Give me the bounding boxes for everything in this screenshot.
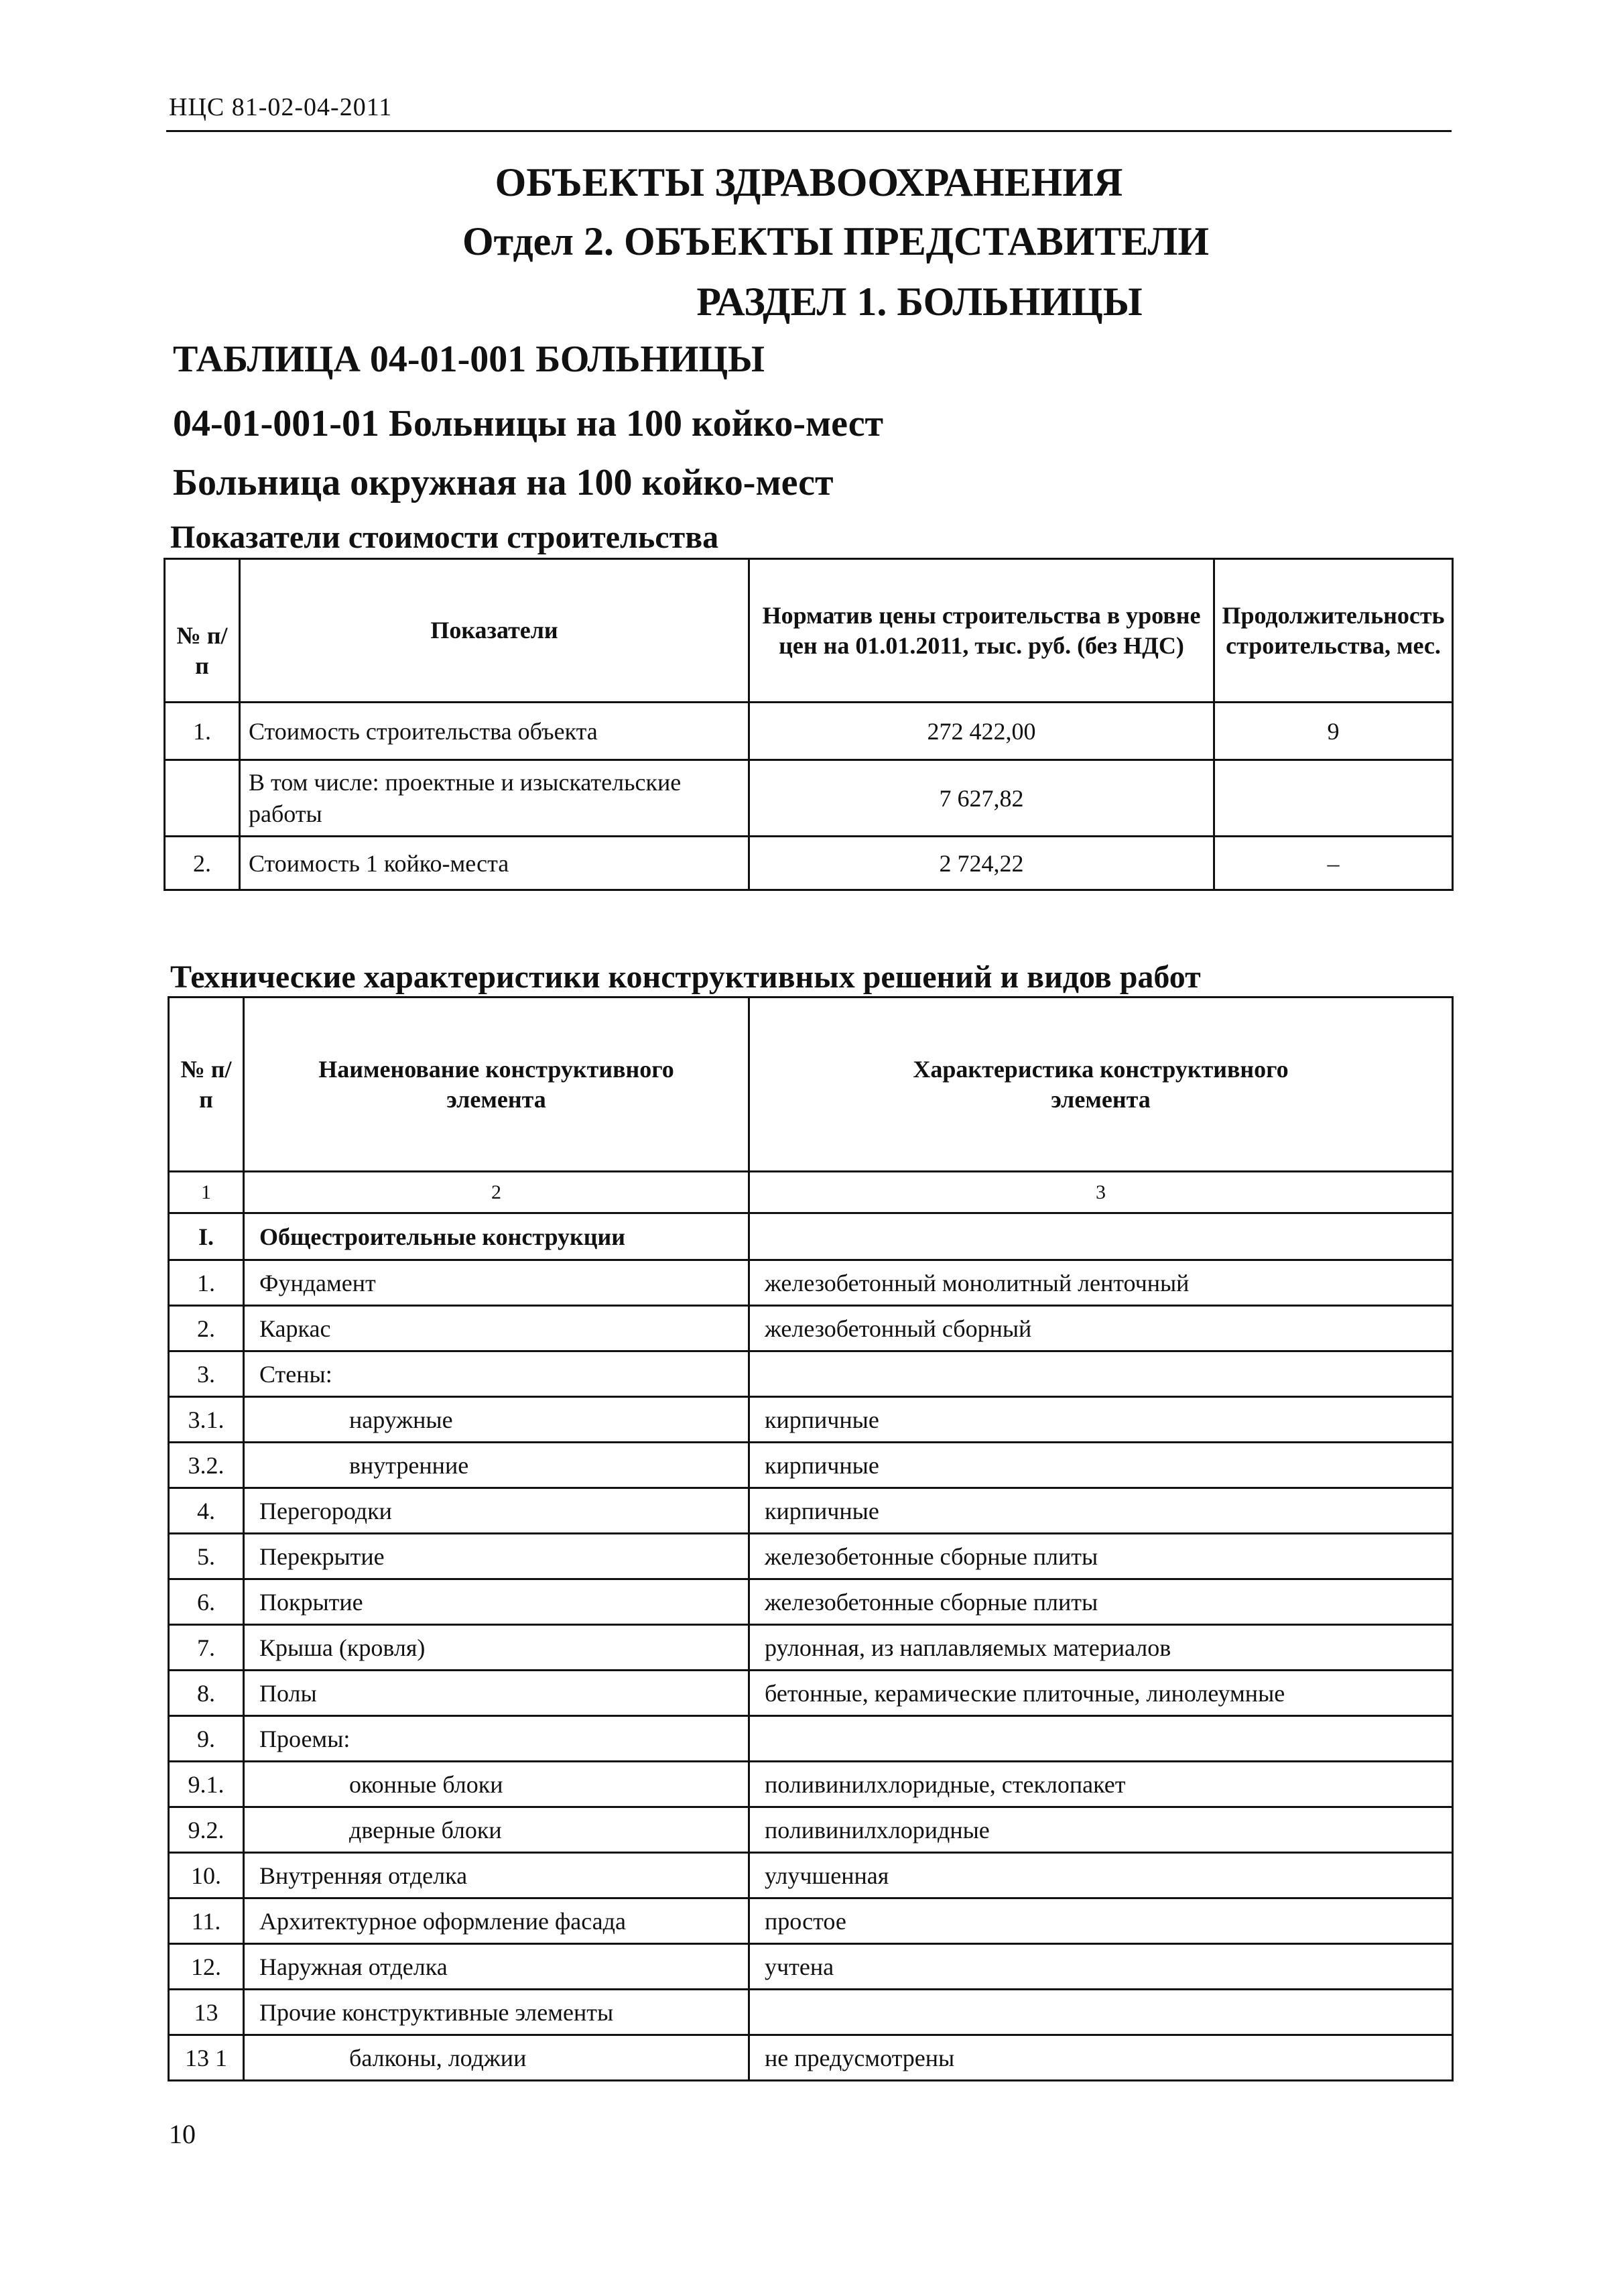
row-num: 2. — [165, 837, 240, 890]
table-row — [169, 1671, 1453, 1716]
row-char: кирпичные — [749, 1488, 1453, 1534]
row-price: 272 422,00 — [749, 703, 1214, 760]
row-name: наружные — [244, 1397, 749, 1443]
table-row — [165, 837, 1453, 890]
row-num: 13 — [169, 1990, 244, 2035]
col-header-num: № п/п — [169, 998, 244, 1172]
object-title: Больница окружная на 100 койко-мест — [173, 462, 834, 503]
row-name: В том числе: проектные и изыскательские работы — [240, 760, 749, 837]
row-duration — [1214, 760, 1453, 837]
col-number: 1 — [169, 1172, 244, 1213]
row-name: Внутренняя отделка — [244, 1853, 749, 1898]
row-char — [749, 1990, 1453, 2035]
row-name: Архитектурное оформление фасада — [244, 1898, 749, 1944]
row-num: 3.2. — [169, 1443, 244, 1488]
row-name: Покрытие — [244, 1579, 749, 1625]
row-char: улучшенная — [749, 1853, 1453, 1898]
row-num: 11. — [169, 1898, 244, 1944]
row-duration: 9 — [1214, 703, 1453, 760]
row-char: железобетонные сборные плиты — [749, 1534, 1453, 1579]
section-title: РАЗДЕЛ 1. БОЛЬНИЦЫ — [696, 280, 1143, 324]
table-row — [169, 1306, 1453, 1351]
row-char: рулонная, из наплавляемых материалов — [749, 1625, 1453, 1671]
table-title: ТАБЛИЦА 04-01-001 БОЛЬНИЦЫ — [173, 339, 765, 380]
table-row — [169, 1351, 1453, 1397]
header-rule — [166, 130, 1452, 132]
row-num: 2. — [169, 1306, 244, 1351]
row-price: 2 724,22 — [749, 837, 1214, 890]
table-row — [169, 1213, 1453, 1260]
table-row — [169, 1990, 1453, 2035]
row-num: 13 1 — [169, 2035, 244, 2081]
row-num: 10. — [169, 1853, 244, 1898]
row-name: Перекрытие — [244, 1534, 749, 1579]
table-row — [169, 1260, 1453, 1306]
row-name: внутренние — [244, 1443, 749, 1488]
row-duration: – — [1214, 837, 1453, 890]
row-name: Наружная отделка — [244, 1944, 749, 1990]
row-num: 12. — [169, 1944, 244, 1990]
cost-table — [164, 558, 1454, 891]
table-row — [169, 1579, 1453, 1625]
col-header-element-char: Характеристика конструктивного элемента — [749, 998, 1453, 1172]
row-num: 9.1. — [169, 1762, 244, 1807]
row-num: 3. — [169, 1351, 244, 1397]
row-char: учтена — [749, 1944, 1453, 1990]
table-row — [169, 1762, 1453, 1807]
table-row — [165, 703, 1453, 760]
row-name: балконы, лоджии — [244, 2035, 749, 2081]
row-char: не предусмотрены — [749, 2035, 1453, 2081]
row-num: 3.1. — [169, 1397, 244, 1443]
row-name: оконные блоки — [244, 1762, 749, 1807]
code-title: 04-01-001-01 Больницы на 100 койко-мест — [173, 403, 884, 444]
table-row — [169, 1625, 1453, 1671]
row-name: Крыша (кровля) — [244, 1625, 749, 1671]
row-name: Общестроительные конструкции — [244, 1213, 749, 1260]
table-row — [169, 2035, 1453, 2081]
row-name: Перегородки — [244, 1488, 749, 1534]
col-header-duration: Продолжительность строительства, мес. — [1214, 559, 1453, 703]
row-char: железобетонный сборный — [749, 1306, 1453, 1351]
row-price: 7 627,82 — [749, 760, 1214, 837]
row-char: железобетонный монолитный ленточный — [749, 1260, 1453, 1306]
document-code: НЦС 81-02-04-2011 — [169, 93, 393, 121]
row-num: 8. — [169, 1671, 244, 1716]
department-title: Отдел 2. ОБЪЕКТЫ ПРЕДСТАВИТЕЛИ — [462, 219, 1210, 263]
col-number: 2 — [244, 1172, 749, 1213]
table-row — [169, 1807, 1453, 1853]
table-row — [169, 1443, 1453, 1488]
row-num: 9.2. — [169, 1807, 244, 1853]
row-char: простое — [749, 1898, 1453, 1944]
table-row — [169, 1716, 1453, 1762]
row-name: Фундамент — [244, 1260, 749, 1306]
row-name: Стены: — [244, 1351, 749, 1397]
row-char: кирпичные — [749, 1397, 1453, 1443]
page-number: 10 — [169, 2119, 196, 2149]
row-char — [749, 1213, 1453, 1260]
tech-section-caption: Технические характеристики конструктивных решений и видов работ — [170, 959, 1201, 995]
tech-table-header-row — [169, 998, 1453, 1172]
row-name: дверные блоки — [244, 1807, 749, 1853]
col-number: 3 — [749, 1172, 1453, 1213]
col-header-element-name: Наименование конструктивного элемента — [244, 998, 749, 1172]
tech-table — [168, 996, 1454, 2081]
row-num: 5. — [169, 1534, 244, 1579]
table-row — [169, 1853, 1453, 1898]
row-num: 6. — [169, 1579, 244, 1625]
row-name: Проемы: — [244, 1716, 749, 1762]
row-name: Полы — [244, 1671, 749, 1716]
row-num: I. — [169, 1213, 244, 1260]
row-name: Прочие конструктивные элементы — [244, 1990, 749, 2035]
cost-table-header-row — [165, 559, 1453, 703]
row-char — [749, 1351, 1453, 1397]
table-row — [169, 1534, 1453, 1579]
row-num: 1. — [169, 1260, 244, 1306]
row-num: 1. — [165, 703, 240, 760]
row-char — [749, 1716, 1453, 1762]
table-row — [169, 1488, 1453, 1534]
cost-section-caption: Показатели стоимости строительства — [170, 520, 719, 555]
table-row — [169, 1898, 1453, 1944]
row-num: 9. — [169, 1716, 244, 1762]
col-header-indicators: Показатели — [240, 559, 749, 703]
row-name: Стоимость строительства объекта — [240, 703, 749, 760]
table-row — [169, 1944, 1453, 1990]
col-header-price: Норматив цены строительства в уровне цен на 01.01.2011, тыс. руб. (без НДС) — [749, 559, 1214, 703]
column-number-row — [169, 1172, 1453, 1213]
table-row — [169, 1397, 1453, 1443]
row-char: поливинилхлоридные — [749, 1807, 1453, 1853]
row-num: 7. — [169, 1625, 244, 1671]
row-num: 4. — [169, 1488, 244, 1534]
row-name: Стоимость 1 койко-места — [240, 837, 749, 890]
row-char: железобетонные сборные плиты — [749, 1579, 1453, 1625]
row-name: Каркас — [244, 1306, 749, 1351]
row-char: кирпичные — [749, 1443, 1453, 1488]
table-row — [165, 760, 1453, 837]
category-title: ОБЪЕКТЫ ЗДРАВООХРАНЕНИЯ — [495, 160, 1123, 204]
row-char: поливинилхлоридные, стеклопакет — [749, 1762, 1453, 1807]
row-num — [165, 760, 240, 837]
row-char: бетонные, керамические плиточные, линолеумные — [749, 1671, 1453, 1716]
col-header-num: № п/п — [165, 559, 240, 703]
